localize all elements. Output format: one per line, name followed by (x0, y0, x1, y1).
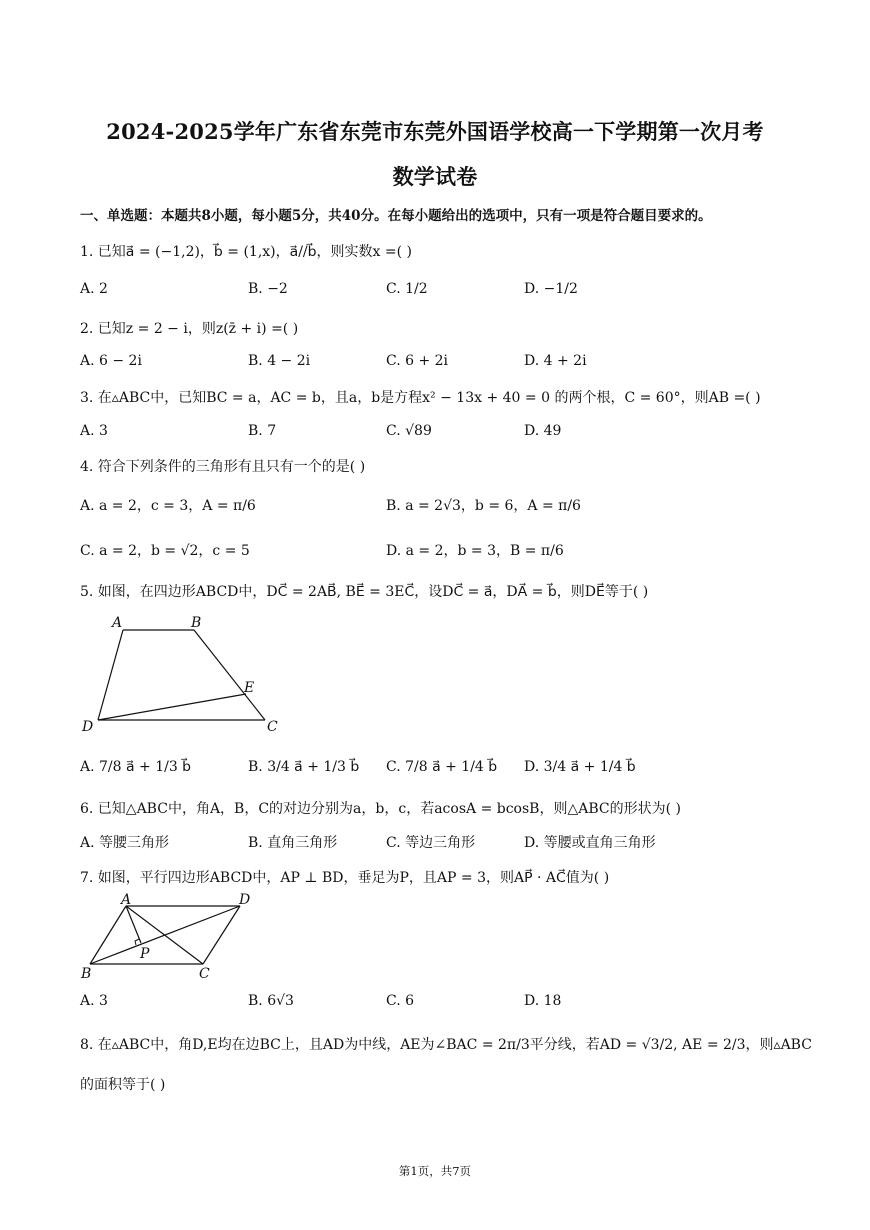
figure-quadrilateral-abcd (78, 612, 288, 742)
edge-ba (90, 906, 126, 964)
q3-option-a: A. 3 (80, 423, 108, 439)
q4-option-b: B. a = 2√3，b = 6，A = π/6 (386, 498, 581, 514)
q7-option-c: C. 6 (386, 993, 415, 1009)
q6-option-c: C. 等边三角形 (386, 835, 476, 851)
label-e: E (244, 680, 255, 696)
edge-bc (194, 630, 265, 720)
q1-option-b: B. −2 (248, 281, 288, 297)
q5-option-d: D. 3/4 a⃗ + 1/4 b⃗ (524, 759, 636, 775)
q2-option-d: D. 4 + 2i (524, 353, 587, 369)
exam-title-line2: 数学试卷 (392, 164, 478, 189)
page-footer: 第1页，共7页 (398, 1164, 472, 1178)
q1-option-a: A. 2 (80, 281, 108, 297)
label-c: C (267, 719, 278, 735)
question-8-stem: 8. 在▵ABC中，角D,E均在边BC上，且AD为中线，AE为∠BAC = 2π/3平分线，若AD = √3/2, AE = 2/3，则▵ABC (80, 1037, 812, 1053)
label-a: A (121, 892, 132, 908)
segment-de (98, 694, 246, 720)
label-b: B (81, 966, 92, 982)
q2-option-c: C. 6 + 2i (386, 353, 449, 369)
question-1-stem: 1. 已知a⃗ = (−1,2)，b⃗ = (1,x)，a⃗//b⃗，则实数x =( ) (80, 244, 412, 260)
q7-option-a: A. 3 (80, 993, 108, 1009)
edge-dc (203, 906, 240, 964)
label-d: D (239, 892, 251, 908)
exam-title-line1: 2024-2025学年广东省东莞市东莞外国语学校高一下学期第一次月考 (106, 119, 764, 144)
label-c: C (199, 966, 210, 982)
q2-option-a: A. 6 − 2i (80, 353, 142, 369)
q4-option-c: C. a = 2，b = √2，c = 5 (80, 543, 250, 559)
q3-option-b: B. 7 (248, 423, 277, 439)
figure-parallelogram-abcd (78, 890, 268, 985)
q1-option-d: D. −1/2 (524, 281, 578, 297)
question-3-stem: 3. 在▵ABC中，已知BC = a，AC = b，且a，b是方程x² − 13x + 40 = 0 的两个根，C = 60°，则AB =( ) (80, 390, 761, 406)
q3-option-d: D. 49 (524, 423, 562, 439)
q1-option-c: C. 1/2 (386, 281, 428, 297)
question-7-stem: 7. 如图，平行四边形ABCD中，AP ⊥ BD，垂足为P，且AP = 3，则AP⃗ · AC⃗值为( ) (80, 870, 610, 886)
label-b: B (191, 615, 202, 631)
question-8-stem-cont: 的面积等于( ) (80, 1077, 166, 1093)
edge-ad (98, 630, 123, 720)
q5-option-a: A. 7/8 a⃗ + 1/3 b⃗ (80, 759, 192, 775)
section-heading: 一、单选题：本题共8小题，每小题5分，共40分。在每小题给出的选项中，只有一项是符合题目要求的。 (80, 208, 712, 224)
q4-option-d: D. a = 2，b = 3，B = π/6 (386, 543, 564, 559)
q2-option-b: B. 4 − 2i (248, 353, 311, 369)
right-angle-mark (135, 939, 139, 945)
q6-option-d: D. 等腰或直角三角形 (524, 835, 656, 851)
question-4-stem: 4. 符合下列条件的三角形有且只有一个的是( ) (80, 459, 366, 475)
label-a: A (112, 615, 123, 631)
q5-option-c: C. 7/8 a⃗ + 1/4 b⃗ (386, 759, 498, 775)
q7-option-d: D. 18 (524, 993, 562, 1009)
label-p: P (140, 946, 150, 962)
question-2-stem: 2. 已知z = 2 − i，则z(z̄ + i) =( ) (80, 321, 299, 337)
q7-option-b: B. 6√3 (248, 993, 294, 1009)
diagonal-bd (90, 906, 240, 964)
q6-option-b: B. 直角三角形 (248, 835, 338, 851)
q6-option-a: A. 等腰三角形 (80, 835, 170, 851)
question-6-stem: 6. 已知△ABC中，角A，B，C的对边分别为a，b，c，若acosA = bcosB，则△ABC的形状为( ) (80, 801, 681, 817)
q5-option-b: B. 3/4 a⃗ + 1/3 b⃗ (248, 759, 360, 775)
label-d: D (82, 719, 94, 735)
question-5-stem: 5. 如图，在四边形ABCD中，DC⃗ = 2AB⃗, BE⃗ = 3EC⃗，设DC⃗ = a⃗，DA⃗ = b⃗，则DE⃗等于( ) (80, 584, 649, 600)
q4-option-a: A. a = 2，c = 3，A = π/6 (80, 498, 256, 514)
q3-option-c: C. √89 (386, 423, 432, 439)
